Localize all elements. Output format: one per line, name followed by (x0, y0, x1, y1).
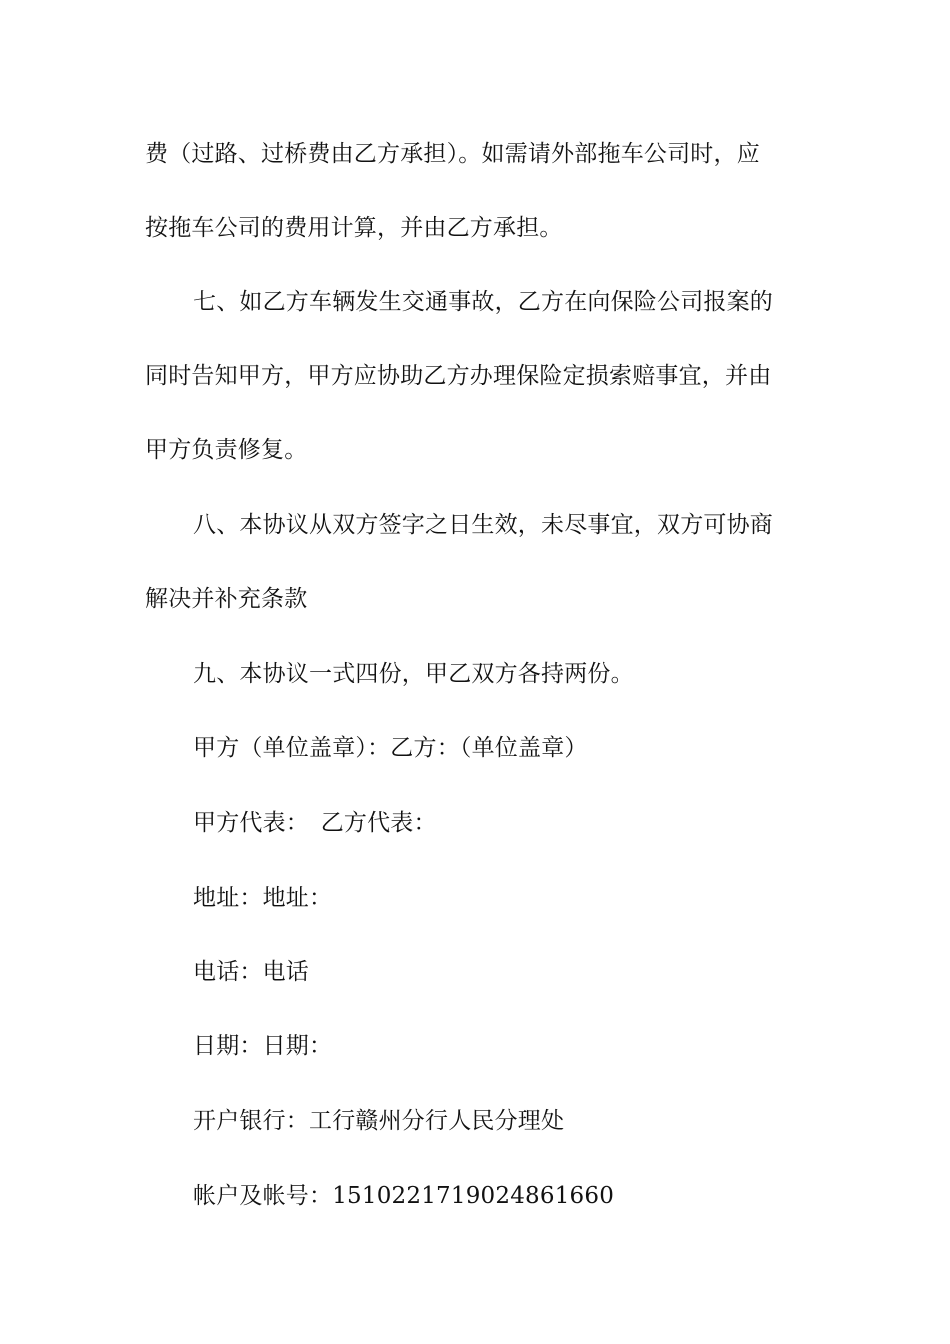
address-line: 地址：地址： (193, 885, 333, 911)
date-line: 日期：日期： (193, 1033, 333, 1059)
clause-seven-line-1: 七、如乙方车辆发生交通事故，乙方在向保险公司报案的 (193, 289, 773, 315)
bank-line: 开户银行：工行赣州分行人民分理处 (193, 1108, 565, 1134)
clause-seven-line-2: 同时告知甲方，甲方应协助乙方办理保险定损索赔事宜，并由 (145, 363, 772, 389)
clause-eight-line-2: 解决并补充条款 (145, 586, 308, 612)
clause-eight-line-1: 八、本协议从双方签字之日生效，未尽事宜，双方可协商 (193, 512, 773, 538)
clause-seven-line-3: 甲方负责修复。 (145, 437, 308, 463)
party-seal-line: 甲方（单位盖章）：乙方：（单位盖章） (193, 735, 588, 761)
paragraph-line-2: 按拖车公司的费用计算，并由乙方承担。 (145, 215, 563, 241)
account-line: 帐户及帐号：1510221719024861660 (193, 1183, 615, 1209)
representative-line: 甲方代表： 乙方代表： (193, 810, 437, 836)
phone-line: 电话：电话 (193, 959, 309, 985)
paragraph-line-1: 费（过路、过桥费由乙方承担）。如需请外部拖车公司时，应 (145, 141, 760, 167)
clause-nine: 九、本协议一式四份，甲乙双方各持两份。 (193, 661, 634, 687)
